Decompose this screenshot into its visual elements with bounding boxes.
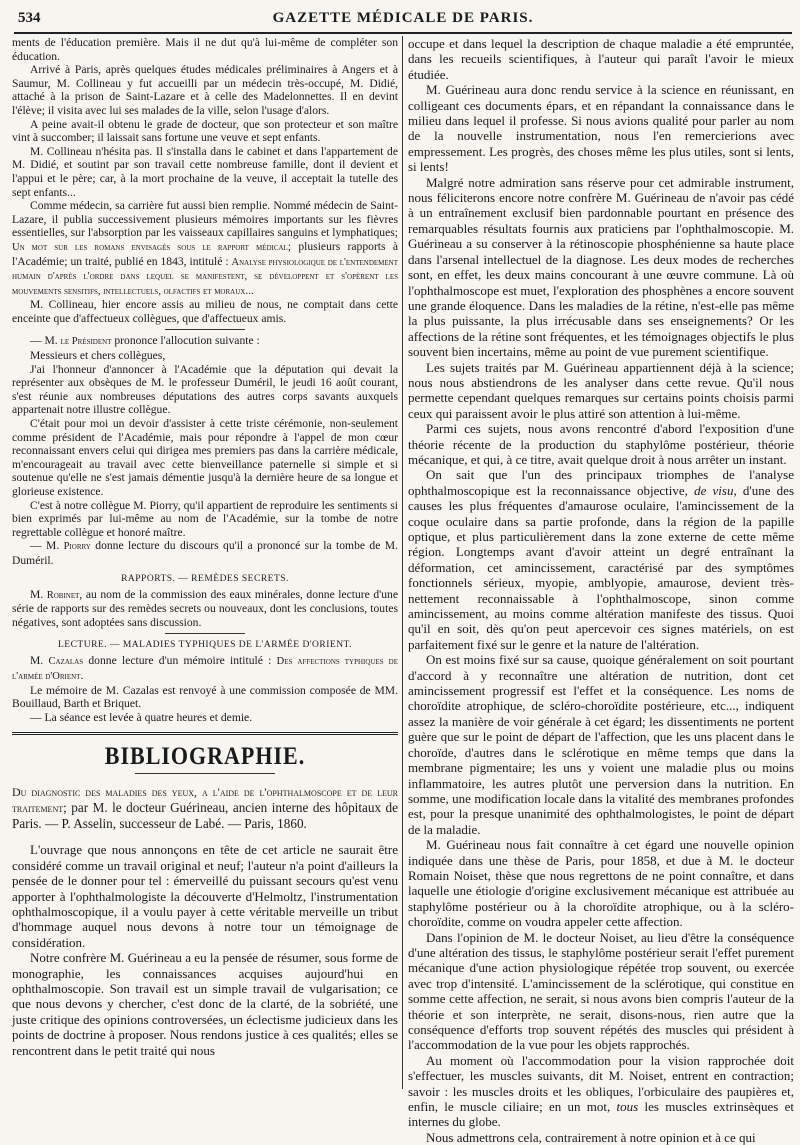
paragraph: C'était pour moi un devoir d'assister à cette triste cérémonie, non-seulement comme président de l'Académie, mais pour répondre à l'appel de mon cœur reconnaissant envers celui qui dirigea mes premiers pas dans la carrière médicale, m'encourageait au travail avec cette bienveillance paternelle si simple et si soutenue qu'elle ne s'est jamais démentie jusqu'à la dernière heure de sa longue et glorieuse existence.	[12, 417, 398, 498]
paragraph: Arrivé à Paris, après quelques études médicales préliminaires à Angers et à Saumur, M. Collineau y fut accueilli par un médecin très-occupé, M. Didié, attaché à la prison de Saint-Lazare et à celle des Madelonnettes. Il en devint l'élève; il visita avec lui ses malades de la ville, selon l'usage d'alors.	[12, 63, 398, 117]
text-run: .	[80, 668, 84, 682]
section-heading-rapports: RAPPORTS. — REMÈDES SECRETS.	[121, 573, 289, 584]
bibliography-heading: BIBLIOGRAPHIE.	[104, 741, 306, 771]
text-run: M.	[30, 654, 49, 668]
paragraph: M. Collineau, hier encore assis au milieu de nous, ne comptait dans cette enceinte que d'affectueux collègues, que d'affectueux amis.	[12, 298, 398, 325]
paragraph	[12, 539, 398, 567]
left-column	[12, 36, 398, 1091]
speaker-name: Cazalas	[48, 656, 84, 668]
text-run: — M.	[30, 539, 64, 553]
title-run: Analyse physiologique de l'entendement humain d'après l'ordre dans lequel se manifestent, se développent et s'opèrent les mouvements sensitifs, intellectuels, olfactifs et moraux	[12, 256, 399, 297]
heading-underline	[135, 773, 275, 774]
text-run: Au moment où l'accommodation pour la vision rapprochée doit s'effectuer, les muscles suivants, dit M. Noiset, entrent en contraction; savoir : les muscles droits et les obliques, l'orbiculaire des paupières et, enfin, le muscle ciliaire; en un mot,	[408, 1052, 794, 1115]
paragraph: Parmi ces sujets, nous avons rencontré d'abord l'exposition d'une théorie récente de la production du staphylôme postérieur, théorie mécanique, et qui, à ce titre, avait quelque droit à nous arrêter un instant.	[408, 421, 794, 467]
paragraph	[12, 199, 398, 298]
separator-rule	[165, 633, 245, 634]
column-divider	[402, 36, 403, 1089]
paragraph: M. Collineau n'hésita pas. Il s'installa dans le cabinet et dans l'appartement de M. Didié, et soutint par son travail cette nombreuse famille, dont il devient et l'appui et le père; car, à la mort prochaine de la veuve, il acceptait la tutelle des sept enfants...	[12, 144, 398, 199]
separator-rule	[165, 329, 245, 330]
salutation: Messieurs et chers collègues,	[30, 349, 166, 363]
text-run: ; plusieurs rapports à l'Académie; un traité, publié en 1843, intitulé :	[12, 239, 398, 268]
paragraph	[12, 654, 398, 683]
page-header	[14, 8, 792, 30]
paragraph: M. Guérineau aura donc rendu service à la science en réunissant, en colligeant ces documents épars, et en répandant la connaissance dans le milieu dans lequel il professe. Si nous avions qualité pour parler au nom de la nouvelle instrumentation, nous l'en remercierions avec empressement. Les progrès, des choses même les plus utiles, sont si lents, si lents!	[408, 82, 794, 175]
speaker-name: Robinet	[46, 589, 80, 601]
text-run: les muscles extrinsèques et internes du globe.	[408, 1099, 795, 1130]
page-number: 534	[18, 10, 41, 26]
paragraph	[408, 467, 794, 652]
paragraph	[12, 588, 398, 630]
section-double-rule	[12, 732, 398, 735]
title-run: Des affections typhiques de l'armée d'Orient	[12, 656, 399, 682]
text-run: , d'une des causes les plus fréquentes d'amaurose oculaire, l'amincissement de la coque oculaire dans sa partie profonde, dans la région de la papille optique, et plus particulièrement dans la zone externe de cette même région. Longtemps avant d'avoir atteint un degré entraînant la déformation, cet amincissement, caractérisé par des symptômes fonctionnels sérieux, myopie, amblyopie, amaurose, devient très-nettement reconnaissable à l'ophthalmoscope, sinon comme amincissement, au moins comme altération manifeste des tissus. Quoi qu'il en soit, dès qu'on peut apercevoir ces signes matériels, on est parfaitement fixé sur le genre et la nature de l'altération.	[408, 482, 794, 652]
paragraph	[408, 1053, 794, 1130]
paragraph: Malgré notre admiration sans réserve pour cet admirable instrument, nous féliciterons encore notre confrère M. Guérineau de n'avoir pas cédé à un entraînement exclusif bien pardonnable pourtant en présence des remarquables résultats fournis aux praticiens par l'ophthalmoscopie. M. Guérineau a su conserver à la rétinoscopie phosphénienne sa haute place dans l'arsenal intellectuel de la diagnose. Les deux modes de recherches sont, en effet, les deux mains concourant à une œuvre commune. Là où l'ophthalmoscope est muet, l'exploration des phosphènes a encore souvent une grande éloquence. Dans les maladies de la rétine, n'est-elle pas même la plus puissante, la plus irrécusable dans ses enseignements? Or les affections de la rétine sont fréquentes, et les témoignages objectifs le plus souvent bien incertains, même au point de vue purement scientifique.	[408, 174, 794, 360]
paragraph: Le mémoire de M. Cazalas est renvoyé à une commission composée de MM. Bouillaud, Barth et Briquet.	[12, 683, 398, 711]
paragraph: L'ouvrage que nous annonçons en tête de cet article ne saurait être considéré comme un travail original et neuf; l'auteur n'a point d'ailleurs la pensée de le donner pour tel : émerveillé du puissant secours qu'est venu apporter à l'ophthalmologiste la découverte d'Helmoltz, l'instrumentation ophthalmoscopique, il a voulu payer à cette véritable merveille un tribut d'hommage auquel nous devons à notre tour un témoignage de considération.	[12, 842, 398, 950]
book-title: Du diagnostic des maladies des yeux, a l'aide de l'ophthalmoscope et de leur traitement	[12, 785, 398, 816]
paragraph: ments de l'éducation première. Mais il ne dut qu'à lui-même de compléter son éducation.	[12, 36, 398, 63]
title-run: Un mot sur les romans envisagés sous le rapport médical	[12, 241, 288, 253]
italic-run: de visu	[694, 482, 734, 498]
paragraph: A peine avait-il obtenu le grade de docteur, que son protecteur et son maître vint à succomber; il laissait sans fortune une veuve et sept enfants.	[12, 117, 398, 145]
text-run: — M.	[30, 334, 61, 348]
paragraph: C'est à notre collègue M. Piorry, qu'il appartient de reproduire les sentiments si bien exprimés par lui-même au nom de l'Académie, sur la tombe de notre regrettable collègue et honoré maître.	[12, 498, 398, 539]
right-column	[408, 36, 795, 1145]
text-run: ; par M. le docteur Guérineau, ancien interne des hôpitaux de Paris. — P. Asselin, successeur de Labé. — Paris, 1860.	[12, 800, 398, 832]
paragraph: J'ai l'honneur d'annoncer à l'Académie que la députation qui devait la représenter aux obsèques de M. le professeur Duméril, le jeudi 16 août courant, s'est réunie aux nombreuses députations des autres corps savants auxquels appartenait notre illustre collègue.	[12, 362, 398, 417]
section-heading-lecture: LECTURE. — MALADIES TYPHIQUES DE L'ARMÉE D'ORIENT.	[57, 640, 353, 651]
text-run: , au nom de la commission des eaux minérales, donne lecture d'une série de rapports sur des remèdes secrets ou nouveaux, dont les conclusions, toutes négatives, sont adoptées sans discussion.	[12, 587, 398, 629]
paragraph: M. Guérineau nous fait connaître à cet égard une nouvelle opinion indiquée dans une thèse de Paris, pour 1858, et due à M. le docteur Romain Noiset, thèse que nous regrettons de ne point connaître, et dans laquelle une étiologie d'origine exclusivement mécanique est attribuée au staphylôme postérieur ou à la choroïdite atrophique, ou à la scléro-choroïdite, comme on voudra appeler cette affection.	[408, 837, 794, 930]
text-run: Comme médecin, sa carrière fut aussi bien remplie. Nommé médecin de Saint-Lazare, il publia successivement plusieurs mémoires importants sur les fièvres essentielles, sur l'absorption par les vaisseaux capillaires sanguins et lymphatiques;	[12, 199, 398, 240]
text-run: prononce l'allocution suivante :	[111, 334, 260, 348]
speaker-name: Piorry	[63, 541, 91, 553]
book-reference	[12, 784, 398, 832]
paragraph: Les sujets traités par M. Guérineau appartiennent déjà à la science; nous nous abstiendrons de les analyser dans cette revue. Qu'il nous permette cependant quelques remarques sur certains points choisis parmi ceux qui paraissent avoir le plus attiré son attention à lui-même.	[408, 359, 794, 421]
paragraph: On est moins fixé sur sa cause, quoique généralement on soit pourtant d'accord à y reconnaître une altération de nutrition, dont cet amincissement progressif est l'effet et la conséquence. Les noms de choroïdite atrophique, de scléro-choroïdite postérieure, etc..., indiquent assez la manière de voir générale à cet égard; les dissentiments ne portent guère que sur le point de départ de l'affection, que les uns placent dans le choroïde, d'autres dans le sclérotique en même temps que dans la membrane pigmentaire; les uns y voient une maladie plus ou moins inflammatoire, les autres plutôt une perversion dans la nutrition. En somme, une modification locale dans la vitalité des membranes profondes est, pour la presque unanimité des ophthalmologistes, le point de départ de la maladie.	[408, 652, 794, 837]
paragraph: Nous admettrons cela, contrairement à notre opinion et à ce qui	[426, 1129, 756, 1145]
header-rule	[14, 32, 792, 34]
paragraph: Notre confrère M. Guérineau a eu la pensée de résumer, sous forme de monographie, les connaissances acquises aujourd'hui en ophthalmoscopie. Son travail est un simple travail de vulgarisation; ce que nous devons y chercher, c'est donc de la clarté, de la sobriété, une juste critique des opinions controversées, un éclectisme judicieux dans les points de doctrine à proposer. Nous rendons justice à ces qualités; elles se rencontrent dans le petit traité qui nous	[12, 950, 398, 1058]
text-run: On sait que l'un des principaux triomphes de l'analyse ophthalmoscopique est la reconnaissance objective,	[408, 467, 794, 498]
paragraph: Dans l'opinion de M. le docteur Noiset, au lieu d'être la conséquence d'une altération des tissus, le staphylôme postérieur serait l'effet purement mécanique d'une action physiologique répétée trop souvent, ou exercée avec trop d'intensité. L'amincissement de la sclérotique, qui constitue en somme cette affection, ne serait, si nous avons bien compris l'auteur de la théorie et son interprète, ne serait, disons-nous, rien autre que la conséquence d'efforts trop souvent répétés des muscles qui président à l'accommodation de la vue pour les objets rapprochés.	[408, 929, 794, 1053]
speaker-name: le Président	[60, 336, 112, 348]
paragraph: occupe et dans lequel la description de chaque maladie a été empruntée, dans les recueils scientifiques, à l'auteur qui paraît l'avoir le mieux étudiée.	[408, 36, 794, 82]
paragraph: — La séance est levée à quatre heures et demie.	[30, 710, 253, 724]
text-run: ...	[245, 283, 255, 297]
italic-run: tous	[616, 1099, 639, 1115]
text-run: donne lecture d'un mémoire intitulé :	[83, 654, 277, 668]
paragraph	[12, 334, 398, 349]
running-title: GAZETTE MÉDICALE DE PARIS.	[272, 10, 534, 26]
text-run: M.	[30, 587, 47, 601]
text-run: donne lecture du discours qu'il a prononcé sur la tombe de M. Duméril.	[12, 539, 398, 567]
